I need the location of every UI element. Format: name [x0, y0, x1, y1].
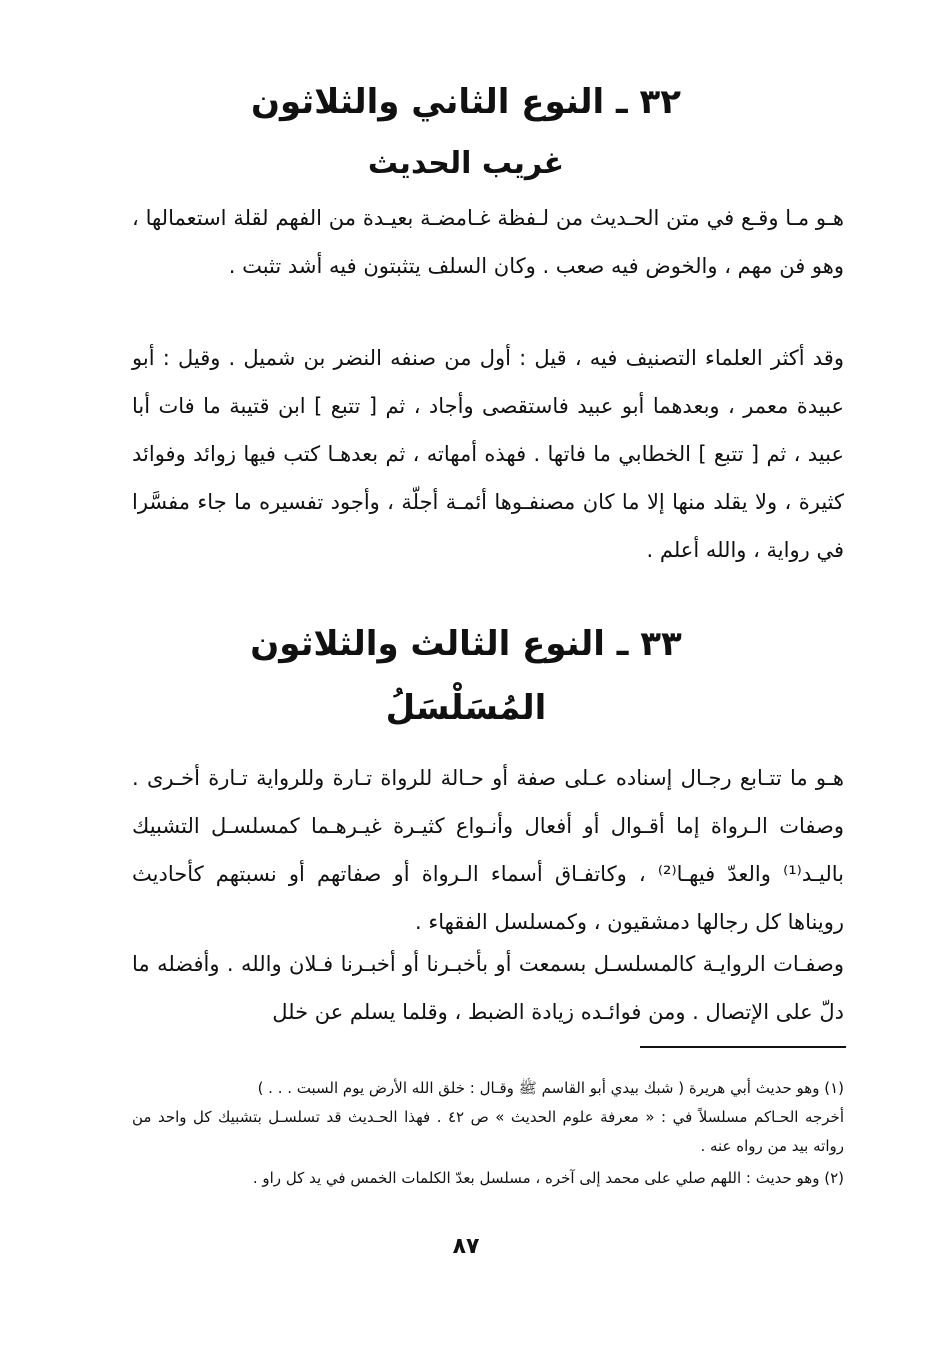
page-number: ٨٧ [452, 1234, 480, 1259]
section-33-paragraph-2: وصفـات الروايـة كالمسلسـل بسمعت أو بأخبـرنا أو أخبـرنا فـلان والله . وأفضله ما دلّ على الإتصال . ومن فوائـده زيادة الضبط ، وقلما يسلم عن خلل [132, 952, 844, 1024]
section-32-subheading: غريب الحديث [367, 146, 565, 181]
footnote-1-continuation: أخرجه الحـاكم مسلسلاً في : « معرفة علوم الحديث » ص ٤٢ . فهذا الحـديث قد تسلسـل بتشبيك كل واحد من رواته بيد من رواه عنه . [132, 1108, 844, 1155]
section-32-paragraph-2: وقد أكثر العلماء التصنيف فيه ، قيل : أول من صنفه النضر بن شميل . وقيل : أبو عبيدة معمر ، وبعدهما أبو عبيد فاستقصى وأجاد ، ثم [ تتبع ] ابن قتيبة ما فات أبا عبيد ، ثم [ تتبع ] الخطابي ما فاتها . فهذه أمهاته ، ثم بعدهـا كتب فيها زوائد وفوائد كثيرة ، ولا يقلد منها إلا ما كان مصنفـوها أئمـة أجلّة ، وأجود تفسيره ما جاء مفسَّرا في رواية ، والله أعلم . [132, 346, 844, 562]
footnote-separator [640, 1046, 846, 1048]
footnote-1: (١) وهو حديث أبي هريرة ( شبك بيدي أبو القاسم ﷺ وقـال : خلق الله الأرض يوم السبت . . . ) [257, 1079, 844, 1097]
section-32-paragraph-1: هـو مـا وقـع في متن الحـديث من لـفظة غـامضـة بعيـدة من الفهم لقلة استعمالها ، وهو فن مهم ، والخوض فيه صعب . وكان السلف يتثبتون فيه أشد تثبت . [132, 206, 844, 278]
section-33-paragraph-1: هـو ما تتـابع رجـال إسناده عـلى صفة أو حـالة للرواة تـارة وللرواية تـارة أخـرى . وصفات الـرواة إما أقـوال أو أفعال وأنـواع كثيـرة غيـرهـما كمسلسـل التشبيك باليـد⁽¹⁾ والعدّ فيهـا⁽²⁾ ، وكاتفـاق أسماء الـرواة أو صفاتهم أو نسبتهم كأحاديث رويناها كل رجالها دمشقيون ، وكمسلسل الفقهاء . [132, 766, 844, 934]
section-32-heading: ٣٢ ـ النوع الثاني والثلاثون [251, 82, 681, 122]
section-33-subheading: المُسَلْسَلُ [385, 688, 547, 728]
footnote-2: (٢) وهو حديث : اللهم صلي على محمد إلى آخره ، مسلسل بعدّ الكلمات الخمس في يد كل راو . [252, 1169, 844, 1187]
section-33-heading: ٣٣ ـ النوع الثالث والثلاثون [250, 624, 682, 664]
